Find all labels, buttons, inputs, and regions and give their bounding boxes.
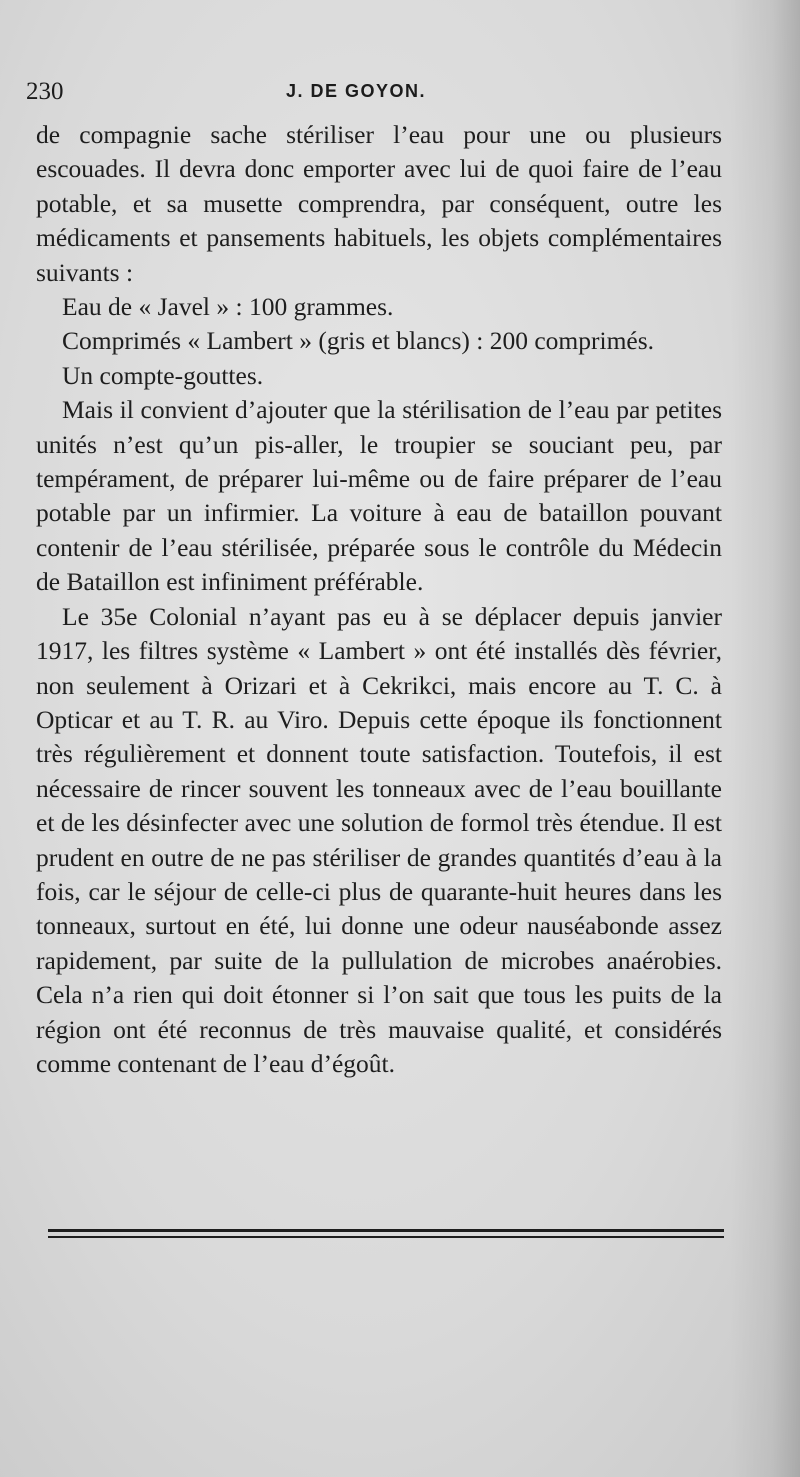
running-head: J. DE GOYON. [286,81,427,101]
page-edge-shadow [730,0,800,1477]
list-item-comprimes: Comprimés « Lambert » (gris et blancs) : 200 comprimés. [62,326,655,356]
end-rule-thin [48,1236,724,1238]
end-rule-thick [48,1229,724,1232]
paragraph-sterilisation: Mais il convient d’ajouter que la stérilisation de l’eau par petites unités n’est qu’un pis-aller, le troupier se souciant peu, par tempérament, de préparer lui-même ou de faire préparer de l’eau potable par un infirmier. La voiture à eau de bataillon pouvant contenir de l’eau stérilisée, préparée sous le contrôle du Médecin de Bataillon est infiniment préférable. [36,395,722,597]
list-item-compte-gouttes: Un compte-gouttes. [62,360,264,390]
page-header [26,78,726,112]
body-text [36,118,722,1081]
list-item-javel: Eau de « Javel » : 100 grammes. [62,292,394,322]
paragraph-colonial: Le 35e Colonial n’ayant pas eu à se déplacer depuis janvier 1917, les filtres système « Lambert » ont été installés dès février, non seulement à Orizari et à Cekrikci, mais encore au T. C. à Opticar et au T. R. au Viro. Depuis cette époque ils fonctionnent très régulièrement et donnent toute satisfaction. Toutefois, il est nécessaire de rincer souvent les tonneaux avec de l’eau bouillante et de les désinfecter avec une solution de formol très étendue. Il est prudent en outre de ne pas stériliser de grandes quantités d’eau à la fois, car le séjour de celle-ci plus de quarante-huit heures dans les tonneaux, surtout en été, lui donne une odeur nauséabonde assez rapidement, par suite de la pullulation de microbes anaérobies. Cela n’a rien qui doit étonner si l’on sait que tous les puits de la région ont été reconnus de très mauvaise qualité, et considérés comme contenant de l’eau d’égoût. [36,601,722,1078]
page-number: 230 [26,78,64,105]
paragraph-continuation: de compagnie sache stériliser l’eau pour une ou plusieurs escouades. Il devra donc emporter avec lui de quoi faire de l’eau potable, et sa musette comprendra, par conséquent, outre les médicaments et pansements habituels, les objets complémentaires suivants : [36,120,722,287]
